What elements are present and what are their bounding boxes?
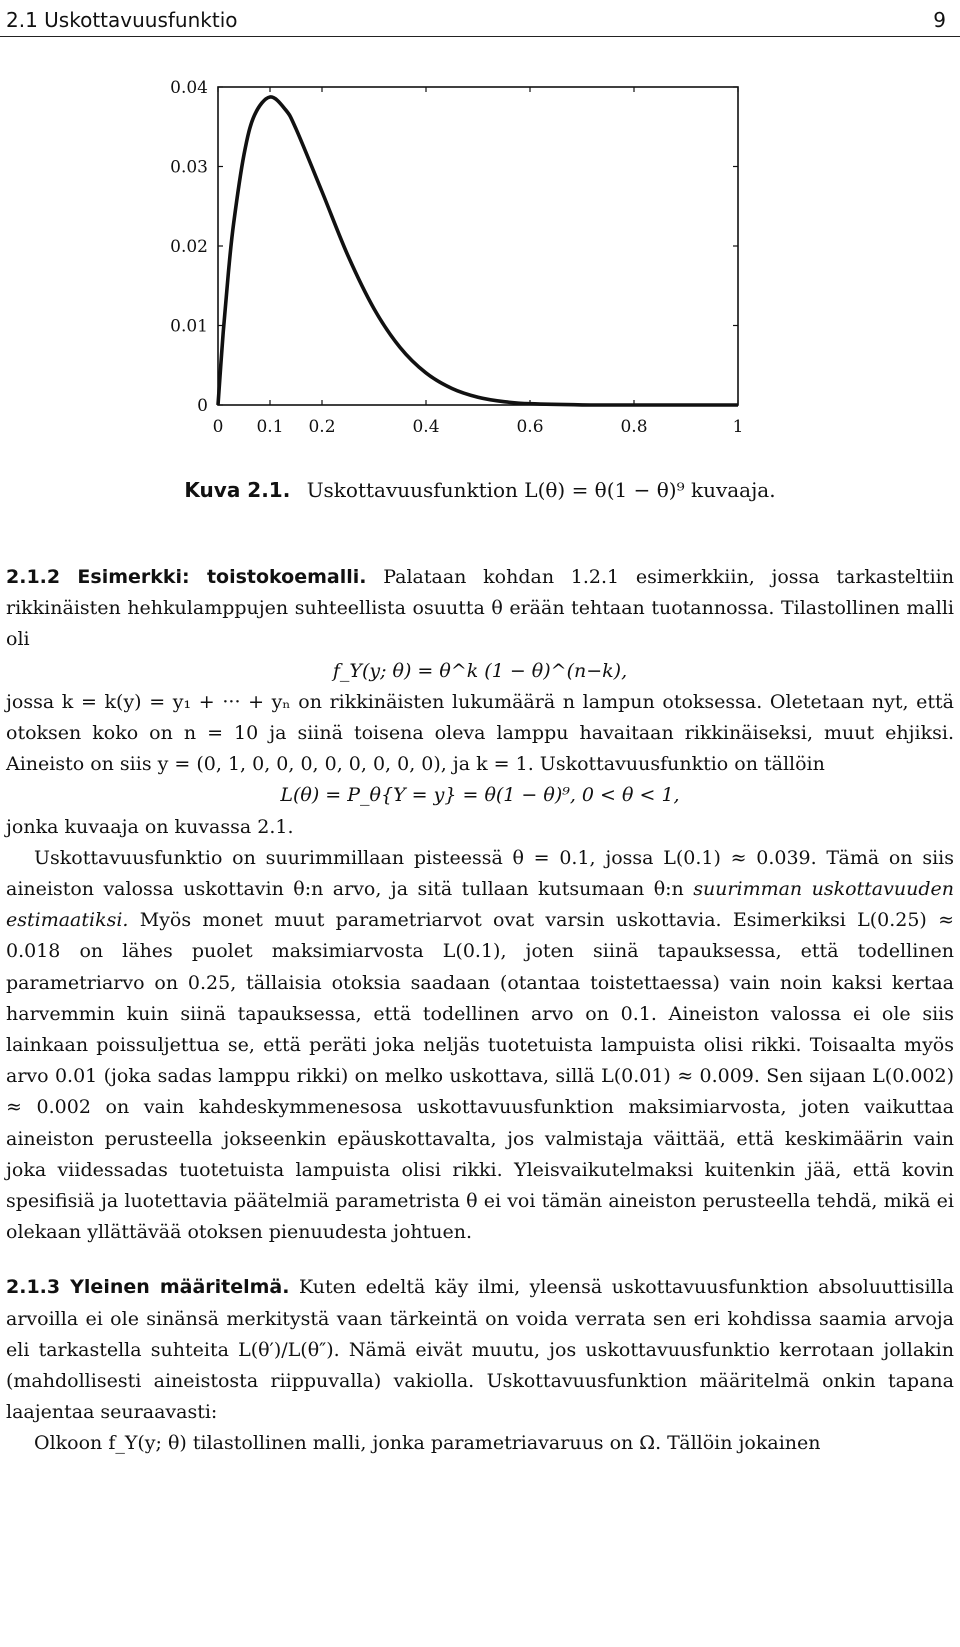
section-heading-2-1-3: 2.1.3 Yleinen määritelmä.	[6, 1276, 290, 1299]
page-number: 9	[933, 8, 946, 32]
y-tick-label: 0.04	[170, 78, 208, 98]
paragraph-model-desc: jossa k = k(y) = y₁ + ··· + yₙ on rikkinäisten lukumäärä n lampun otoksessa. Oletetaan nyt, että otoksen koko on n = 10 ja siinä toisena oleva lamppu havaitaan rikkinäiseksi, muut ehjiksi. Aineisto on siis y = (0, 1, 0, 0, 0, 0, 0, 0, 0, 0), ja k = 1. Uskottavuusfunktio on tällöin	[6, 690, 954, 776]
likelihood-curve	[218, 97, 738, 405]
x-tick-label: 0.1	[256, 417, 284, 437]
chart-ticks	[170, 78, 743, 437]
x-tick-label: 1	[732, 417, 744, 437]
y-tick-label: 0.02	[170, 237, 208, 257]
formula-model: f_Y(y; θ) = θ^k (1 − θ)^(n−k),	[332, 659, 628, 682]
figure-caption-text: Uskottavuusfunktion L(θ) = θ(1 − θ)⁹ kuvaaja.	[306, 478, 776, 502]
section-heading-2-1-2: 2.1.2 Esimerkki: toistokoemalli.	[6, 566, 367, 588]
figure-label: Kuva 2.1.	[184, 478, 291, 502]
y-tick-label: 0	[197, 396, 208, 416]
paragraph-definition-start: Olkoon f_Y(y; θ) tilastollinen malli, jonka parametriavaruus on Ω. Tällöin jokainen	[34, 1432, 821, 1455]
x-tick-label: 0.4	[412, 417, 440, 437]
general-definition-text: Kuten edeltä käy ilmi, yleensä uskottavuusfunktion absoluuttisilla arvoilla ei ole sinänsä merkitystä vaan tärkeintä on voida verrata sen eri kohdissa saamia arvoja eli tarkastella suhteita L(θ′)/L(θ″). Nämä eivät muutu, jos uskottavuusfunktio kerrotaan jollakin (mahdollisesti aineistosta riippuvalla) vakiolla. Uskottavuusfunktion määritelmä onkin tapana laajentaa seuraavasti:	[6, 1276, 955, 1424]
x-tick-label: 0.8	[620, 417, 648, 437]
y-tick-label: 0.01	[170, 316, 208, 337]
x-tick-label: 0.2	[308, 417, 336, 437]
example-intro-text: Palataan kohdan 1.2.1 esimerkkiin, jossa tarkasteltiin rikkinäisten hehkulamppujen suhteellista osuutta θ erään tehtaan tuotannossa. Tilastollinen malli oli	[6, 566, 954, 651]
x-tick-label: 0	[212, 417, 224, 437]
paragraph-example-intro	[6, 562, 954, 656]
running-header	[0, 6, 960, 37]
y-tick-label: 0.03	[170, 157, 208, 178]
discussion-part-b: Myös monet muut parametriarvot ovat varsin uskottavia. Esimerkiksi L(0.25) ≈ 0.018 on lähes puolet maksimiarvosta L(0.1), joten siinä tapauksessa, että todellinen parametriarvo on 0.25, tällaisia otoksia saadaan (otantaa toistettaessa) vain noin kaksi kertaa harvemmin kuin siinä tapauksessa, että todellinen arvo on 0.1. Aineiston valossa ei ole siis lainkaan poissuljettua se, että peräti joka neljäs tuotetuista lampuista olisi rikki. Toisaalta myös arvo 0.01 (joka sadas lamppu rikki) on melko uskottava, sillä L(0.01) ≈ 0.009. Sen sijaan L(0.002) ≈ 0.002 on vain kahdeskymmenesosa uskottavuusfunktion maksimiarvosta, joten vaikuttaa aineiston perusteella jokseenkin epäuskottavalta, jos valmistaja väittää, että keskimäärin vain joka viidessadas tuotetuista lampuista olisi rikki. Yleisvaikutelmaksi kuitenkin jää, että kovin spesifisiä ja luotettavia päätelmiä parametrista θ ei voi tämän aineiston perusteella tehdä, mikä ei olekaan yllättävää otoksen pienuudesta johtuen.	[6, 909, 954, 1244]
paragraph-discussion	[6, 843, 954, 1249]
body-text	[6, 562, 954, 1460]
paragraph-figure-ref: jonka kuvaaja on kuvassa 2.1.	[6, 815, 294, 838]
chart-axes	[218, 87, 738, 405]
section-title: 2.1 Uskottavuusfunktio	[6, 8, 238, 32]
figure-caption	[0, 478, 960, 502]
paragraph-general-definition	[6, 1272, 954, 1428]
x-tick-label: 0.6	[516, 417, 544, 437]
plot-frame	[218, 87, 738, 405]
likelihood-chart	[0, 60, 960, 460]
discussion-part-a: Uskottavuusfunktio on suurimmillaan pisteessä θ = 0.1, jossa L(0.1) ≈ 0.039. Tämä on siis aineiston valossa uskottavin θ:n arvo, ja sitä tullaan kutsumaan θ:n	[6, 846, 954, 901]
formula-likelihood: L(θ) = P_θ{Y = y} = θ(1 − θ)⁹, 0 < θ < 1,	[280, 784, 680, 807]
discussion-emphasis: suurimman uskottavuuden estimaatiksi.	[6, 878, 954, 932]
chart-series	[218, 97, 738, 405]
